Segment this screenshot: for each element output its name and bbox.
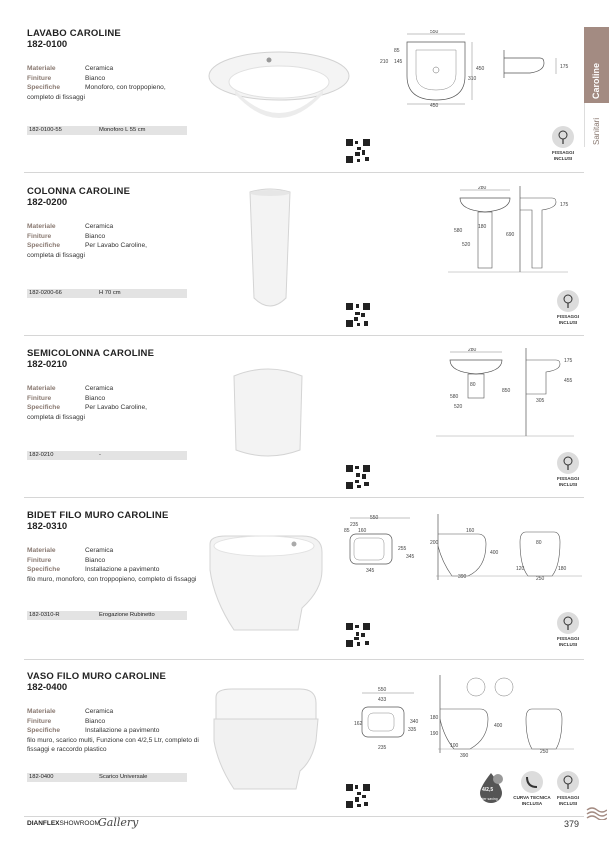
svg-text:175: 175	[560, 202, 569, 208]
screw-icon	[560, 774, 576, 790]
variant-code: 182-0400	[29, 774, 54, 780]
product-semicolonna	[0, 348, 584, 510]
svg-text:520: 520	[454, 404, 463, 410]
svg-text:550: 550	[378, 687, 387, 693]
product-specs: Materiale Ceramica Finiture Bianco Specifiche Installazione a pavimento filo muro, scarico multi, Funzione con 4/2,5 Ltr, completo di fissaggi e raccordo plastico	[27, 708, 199, 753]
svg-text:180: 180	[478, 224, 487, 230]
svg-text:210: 210	[380, 59, 389, 65]
svg-text:390: 390	[458, 574, 467, 580]
side-tab-series	[584, 27, 609, 103]
svg-text:175: 175	[564, 358, 573, 364]
svg-text:450: 450	[476, 66, 485, 72]
variant-desc: Monoforo L 55 cm	[99, 127, 146, 133]
product-title: LAVABO CAROLINE	[27, 28, 121, 39]
product-bidet	[0, 510, 584, 672]
variant-code: 182-0310-R	[29, 612, 60, 618]
svg-text:250: 250	[540, 749, 549, 755]
variant-desc: Erogazione Rubinetto	[99, 612, 155, 618]
half-pedestal-drawing	[436, 348, 576, 440]
svg-text:335: 335	[408, 727, 417, 733]
svg-text:400: 400	[490, 550, 499, 556]
svg-text:120: 120	[516, 566, 525, 572]
side-tab-category	[584, 103, 609, 147]
qr-code[interactable]	[345, 783, 371, 809]
bidet-image	[206, 530, 326, 636]
product-colonna	[0, 186, 584, 348]
product-code: 182-0200	[27, 197, 68, 208]
svg-text:160: 160	[466, 528, 475, 534]
svg-text:280: 280	[468, 348, 477, 353]
svg-text:180: 180	[558, 566, 567, 572]
svg-text:162: 162	[354, 721, 363, 727]
svg-text:455: 455	[564, 378, 573, 384]
product-title: VASO FILO MURO CAROLINE	[27, 671, 167, 682]
flush-pipe-badge: CURVA TECNICA INCLUSA	[511, 771, 553, 806]
toilet-image	[208, 685, 322, 795]
svg-text:310: 310	[468, 76, 477, 82]
variant-bar	[27, 289, 187, 298]
half-pedestal-image	[228, 366, 308, 458]
washbasin-image	[205, 46, 353, 118]
variant-bar	[27, 451, 187, 460]
product-title: COLONNA CAROLINE	[27, 186, 131, 197]
svg-text:690: 690	[506, 232, 515, 238]
svg-text:85: 85	[344, 528, 350, 534]
screw-icon	[560, 455, 576, 471]
product-title: SEMICOLONNA CAROLINE	[27, 348, 155, 359]
page-number: 379	[564, 819, 580, 829]
svg-text:400: 400	[494, 723, 503, 729]
svg-text:180: 180	[430, 715, 439, 721]
product-specs: Materiale Ceramica Finiture Bianco Specifiche Installazione a pavimento filo muro, monoforo, con troppopieno, completo di fissaggi	[27, 547, 197, 583]
svg-text:145: 145	[394, 59, 403, 65]
product-specs: Materiale Ceramica Finiture Bianco Specifiche Per Lavabo Caroline, completa di fissaggi	[27, 385, 147, 421]
svg-text:255: 255	[398, 546, 407, 552]
svg-text:345: 345	[366, 568, 375, 574]
variant-desc: -	[99, 452, 101, 458]
product-lavabo	[0, 28, 584, 190]
svg-text:850: 850	[502, 388, 511, 394]
svg-text:250: 250	[536, 576, 545, 582]
product-specs: Materiale Ceramica Finiture Bianco Specifiche Monoforo, con troppopieno, completo di fissaggi	[27, 65, 166, 101]
svg-text:80: 80	[470, 382, 476, 388]
qr-code[interactable]	[345, 622, 371, 648]
svg-text:200: 200	[430, 540, 439, 546]
svg-text:100: 100	[450, 743, 459, 749]
variant-code: 182-0200-66	[29, 290, 62, 296]
svg-text:160: 160	[358, 528, 367, 534]
fixings-badge: FISSAGGI INCLUSI	[549, 612, 587, 647]
svg-text:85: 85	[394, 48, 400, 54]
svg-text:175: 175	[560, 64, 569, 70]
variant-bar	[27, 126, 187, 135]
svg-text:550: 550	[430, 30, 439, 35]
svg-text:340: 340	[410, 719, 419, 725]
variant-code: 182-0100-55	[29, 127, 62, 133]
svg-text:580: 580	[450, 394, 459, 400]
pedestal-drawing	[448, 186, 573, 276]
variant-bar	[27, 773, 187, 782]
svg-text:450: 450	[430, 103, 439, 108]
svg-text:550: 550	[370, 515, 379, 521]
pipe-icon	[524, 774, 540, 790]
screw-icon	[555, 129, 571, 145]
series-label: Caroline	[591, 62, 601, 99]
svg-text:235: 235	[378, 745, 387, 751]
side-view-drawing	[500, 48, 575, 82]
svg-text:280: 280	[478, 186, 487, 191]
variant-bar	[27, 611, 187, 620]
product-code: 182-0310	[27, 521, 68, 532]
qr-code[interactable]	[345, 138, 371, 164]
toilet-drawings	[352, 673, 577, 759]
variant-desc: H 70 cm	[99, 290, 121, 296]
screw-icon	[560, 615, 576, 631]
svg-text:433: 433	[378, 697, 387, 703]
top-view-drawing	[372, 30, 487, 108]
svg-text:190: 190	[430, 731, 439, 737]
product-title: BIDET FILO MURO CAROLINE	[27, 510, 169, 521]
category-label: Sanitari	[592, 117, 601, 145]
svg-text:235: 235	[350, 522, 359, 528]
footer-gallery-logo: Gallery	[98, 816, 139, 829]
product-code: 182-0100	[27, 39, 68, 50]
water-saving-badge: 4/2,5 water saving	[476, 771, 506, 803]
product-vaso	[0, 671, 584, 833]
fixings-badge: FISSAGGI INCLUSI	[549, 452, 587, 487]
svg-text:390: 390	[460, 753, 469, 759]
product-code: 182-0210	[27, 359, 68, 370]
svg-text:80: 80	[536, 540, 542, 546]
svg-text:520: 520	[462, 242, 471, 248]
product-specs: Materiale Ceramica Finiture Bianco Specifiche Per Lavabo Caroline, completa di fissaggi	[27, 223, 147, 259]
wave-logo-icon	[585, 806, 607, 820]
svg-text:580: 580	[454, 228, 463, 234]
product-code: 182-0400	[27, 682, 68, 693]
bidet-drawings	[340, 514, 585, 584]
fixings-badge: FISSAGGI INCLUSI	[544, 126, 582, 161]
qr-code[interactable]	[345, 302, 371, 328]
screw-icon	[560, 293, 576, 309]
svg-text:305: 305	[536, 398, 545, 404]
fixings-badge: FISSAGGI INCLUSI	[549, 290, 587, 325]
variant-code: 182-0210	[29, 452, 54, 458]
footer-brand: DIANFLEXSHOWROOM	[27, 820, 100, 827]
fixings-badge: FISSAGGI INCLUSI	[549, 771, 587, 806]
qr-code[interactable]	[345, 464, 371, 490]
svg-text:345: 345	[406, 554, 415, 560]
pedestal-image	[244, 188, 296, 314]
variant-desc: Scarico Universale	[99, 774, 148, 780]
